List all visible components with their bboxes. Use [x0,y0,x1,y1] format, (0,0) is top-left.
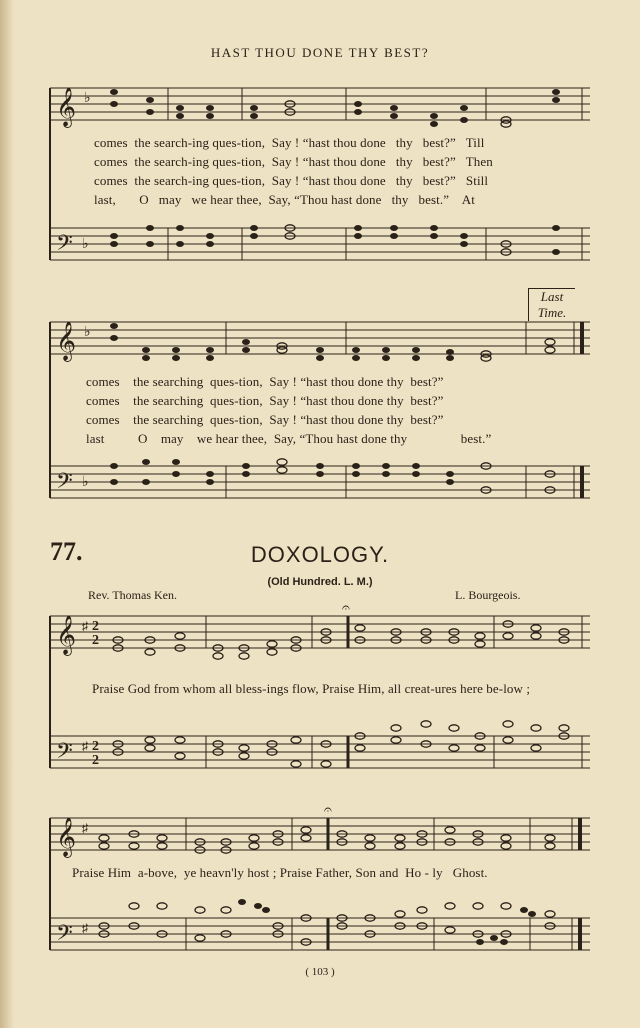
system-4 [50,802,590,967]
svg-text:𝄞: 𝄞 [56,89,77,126]
svg-text:♯: ♯ [82,739,88,753]
svg-text:𝄐: 𝄐 [342,601,350,616]
author: Rev. Thomas Ken. [88,588,177,602]
verse-1-line: comes the searching ques-tion, Say ! “hast thou done thy best?” [86,374,444,389]
svg-text:𝄞: 𝄞 [56,819,77,856]
svg-text:♭: ♭ [82,237,89,252]
hymn-title: DOXOLOGY. [250,542,390,567]
svg-text:♭: ♭ [84,325,91,340]
svg-text:♯: ♯ [82,921,88,935]
verse-2-line: comes the searching ques-tion, Say ! “hast thou done thy best?” [86,393,444,408]
tune-name: (Old Hundred. L. M.) [267,576,373,588]
verse-1-line: comes the search-ing ques-tion, Say ! “hast thou done thy best?” Till [94,135,485,150]
binding-shadow [0,0,14,1028]
svg-text:𝄢: 𝄢 [56,469,73,498]
svg-text:2: 2 [92,633,99,648]
svg-text:𝄢: 𝄢 [56,231,73,260]
doxology-line-1: Praise God from whom all bless-ings flow, Praise Him, all creat-ures here be-low ; [92,681,531,696]
svg-text:𝄢: 𝄢 [56,921,73,950]
svg-text:𝄐: 𝄐 [324,803,332,818]
last-time-marker: Last Time. [528,288,575,321]
doxology-line-2: Praise Him a-bove, ye heavn'ly host ; Praise Father, Son and Ho - ly Ghost. [72,865,488,880]
svg-text:2: 2 [92,619,99,634]
svg-text:♯: ♯ [82,821,88,835]
hymn-number: 77. [50,537,83,566]
svg-text:♯: ♯ [82,619,88,633]
verse-3-line: comes the searching ques-tion, Say ! “hast thou done thy best?” [86,412,444,427]
system-1 [50,80,590,270]
system-2 [50,312,590,512]
svg-text:𝄞: 𝄞 [56,323,77,360]
svg-text:𝄞: 𝄞 [56,617,77,654]
composer: L. Bourgeois. [455,588,521,602]
page-number: ( 103 ) [305,966,335,978]
verse-3-line: comes the search-ing ques-tion, Say ! “hast thou done thy best?” Still [94,173,489,188]
svg-text:2: 2 [92,753,99,768]
verse-4-line: last O may we hear thee, Say, “Thou hast done thy best.” [86,431,492,446]
system-4-score [50,802,590,967]
system-3 [50,601,590,783]
svg-text:♭: ♭ [84,91,91,106]
svg-text:𝄢: 𝄢 [56,739,73,768]
svg-text:♭: ♭ [82,475,89,490]
verse-2-line: comes the search-ing ques-tion, Say ! “hast thou done thy best?” Then [94,154,493,169]
verse-4-line: last, O may we hear thee, Say, “Thou hast done thy best.” At [94,192,475,207]
running-head: HAST THOU DONE THY BEST? [210,45,430,60]
svg-text:2: 2 [92,739,99,754]
